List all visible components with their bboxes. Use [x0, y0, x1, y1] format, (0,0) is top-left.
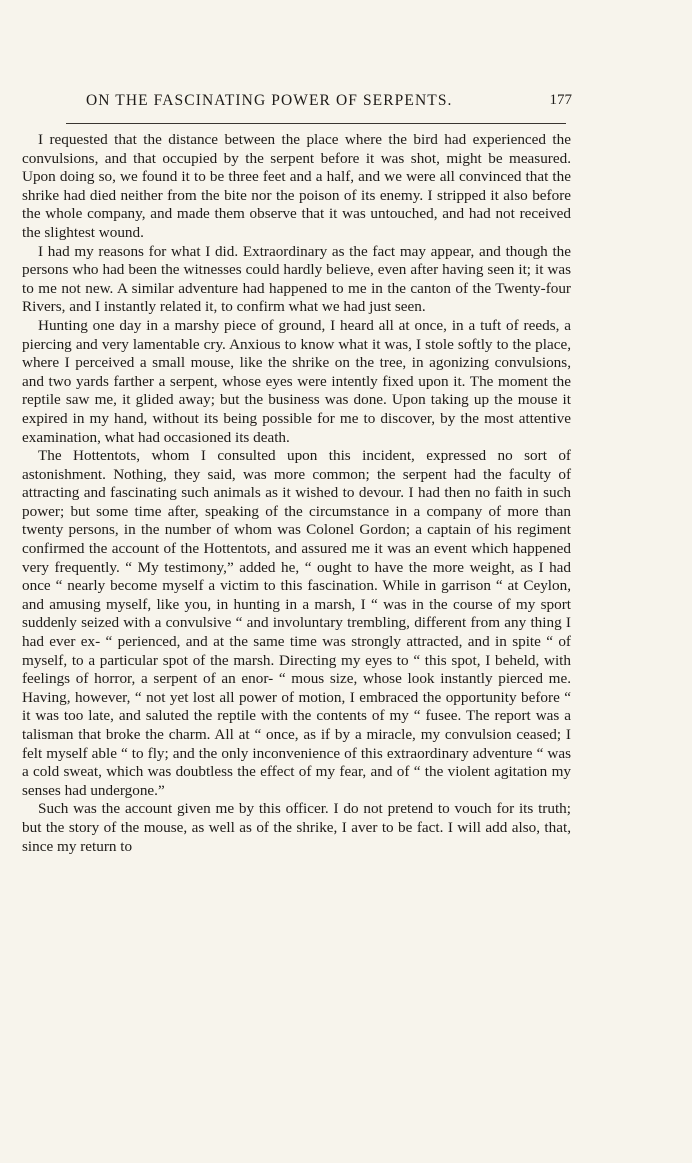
paragraph-3: Hunting one day in a marshy piece of ground, I heard all at once, in a tuft of reeds, a piercing and very lamentable cry. Anxious to know what it was, I stole softly to the place, where I perceived a small mouse, like the shrike on the tree, in agonizing convulsions, and two yards farther a serpent, whose eyes were intently fixed upon it. The moment the reptile saw me, it glided away; but the business was done. Upon taking up the mouse it expired in my hand, without its being possible for me to discover, by the most attentive examination, what had occasioned its death. — [22, 316, 571, 446]
header-rule — [66, 123, 566, 124]
page-number: 177 — [549, 92, 572, 108]
paragraph-5: Such was the account given me by this officer. I do not pretend to vouch for its truth; but the story of the mouse, as well as of the shrike, I aver to be fact. I will add also, that, since my return to — [22, 800, 571, 855]
paragraph-2: I had my reasons for what I did. Extraordinary as the fact may appear, and though the persons who had been the witnesses could hardly believe, even after having seen it; it was to me not new. A similar adventure had happened to me in the canton of the Twenty-four Rivers, and I instantly related it, to confirm what we had just seen. — [22, 242, 571, 316]
paragraph-4: The Hottentots, whom I consulted upon this incident, expressed no sort of astonishment. Nothing, they said, was more common; the serpent had the faculty of attracting and fascinating such animals as it wished to devour. I had then no faith in such power; but some time after, speaking of the circumstance in a company of more than twenty persons, in the number of whom was Colonel Gordon; a captain of his regiment confirmed the account of the Hottentots, and assured me it was an event which happened very frequently. “ My testimony,” added he, “ ought to have the more weight, as I had once “ nearly become myself a victim to this fascination. While in garrison “ at Ceylon, and amusing myself, like you, in hunting in a marsh, I “ was in the course of my sport suddenly seized with a convulsive “ and involuntary trembling, different from any thing I had ever ex- “ perienced, and at the same time was strongly attracted, and in spite “ of myself, to a particular spot of the marsh. Directing my eyes to “ this spot, I beheld, with feelings of horror, a serpent of an enor- “ mous size, whose look instantly pierced me. Having, however, “ not yet lost all power of motion, I embraced the opportunity before “ it was too late, and saluted the reptile with the contents of my “ fusee. The report was a talisman that broke the charm. All at “ once, as if by a miracle, my convulsion ceased; I felt myself able “ to fly; and the only inconvenience of this extraordinary adventure “ was a cold sweat, which was doubtless the effect of my fear, and of “ the violent agitation my senses had undergone.” — [22, 447, 571, 799]
running-head — [58, 92, 574, 114]
paragraph-1: I requested that the distance between the place where the bird had experienced the convulsions, and that occupied by the serpent before it was shot, might be measured. Upon doing so, we found it to be three feet and a half, and we were all convinced that the shrike had died neither from the bite nor the poison of its enemy. I stripped it also before the whole company, and made them observe that it was untouched, and had not received the slightest wound. — [22, 131, 571, 241]
body-text — [22, 131, 571, 856]
running-title: ON THE FASCINATING POWER OF SERPENTS. — [86, 92, 453, 109]
